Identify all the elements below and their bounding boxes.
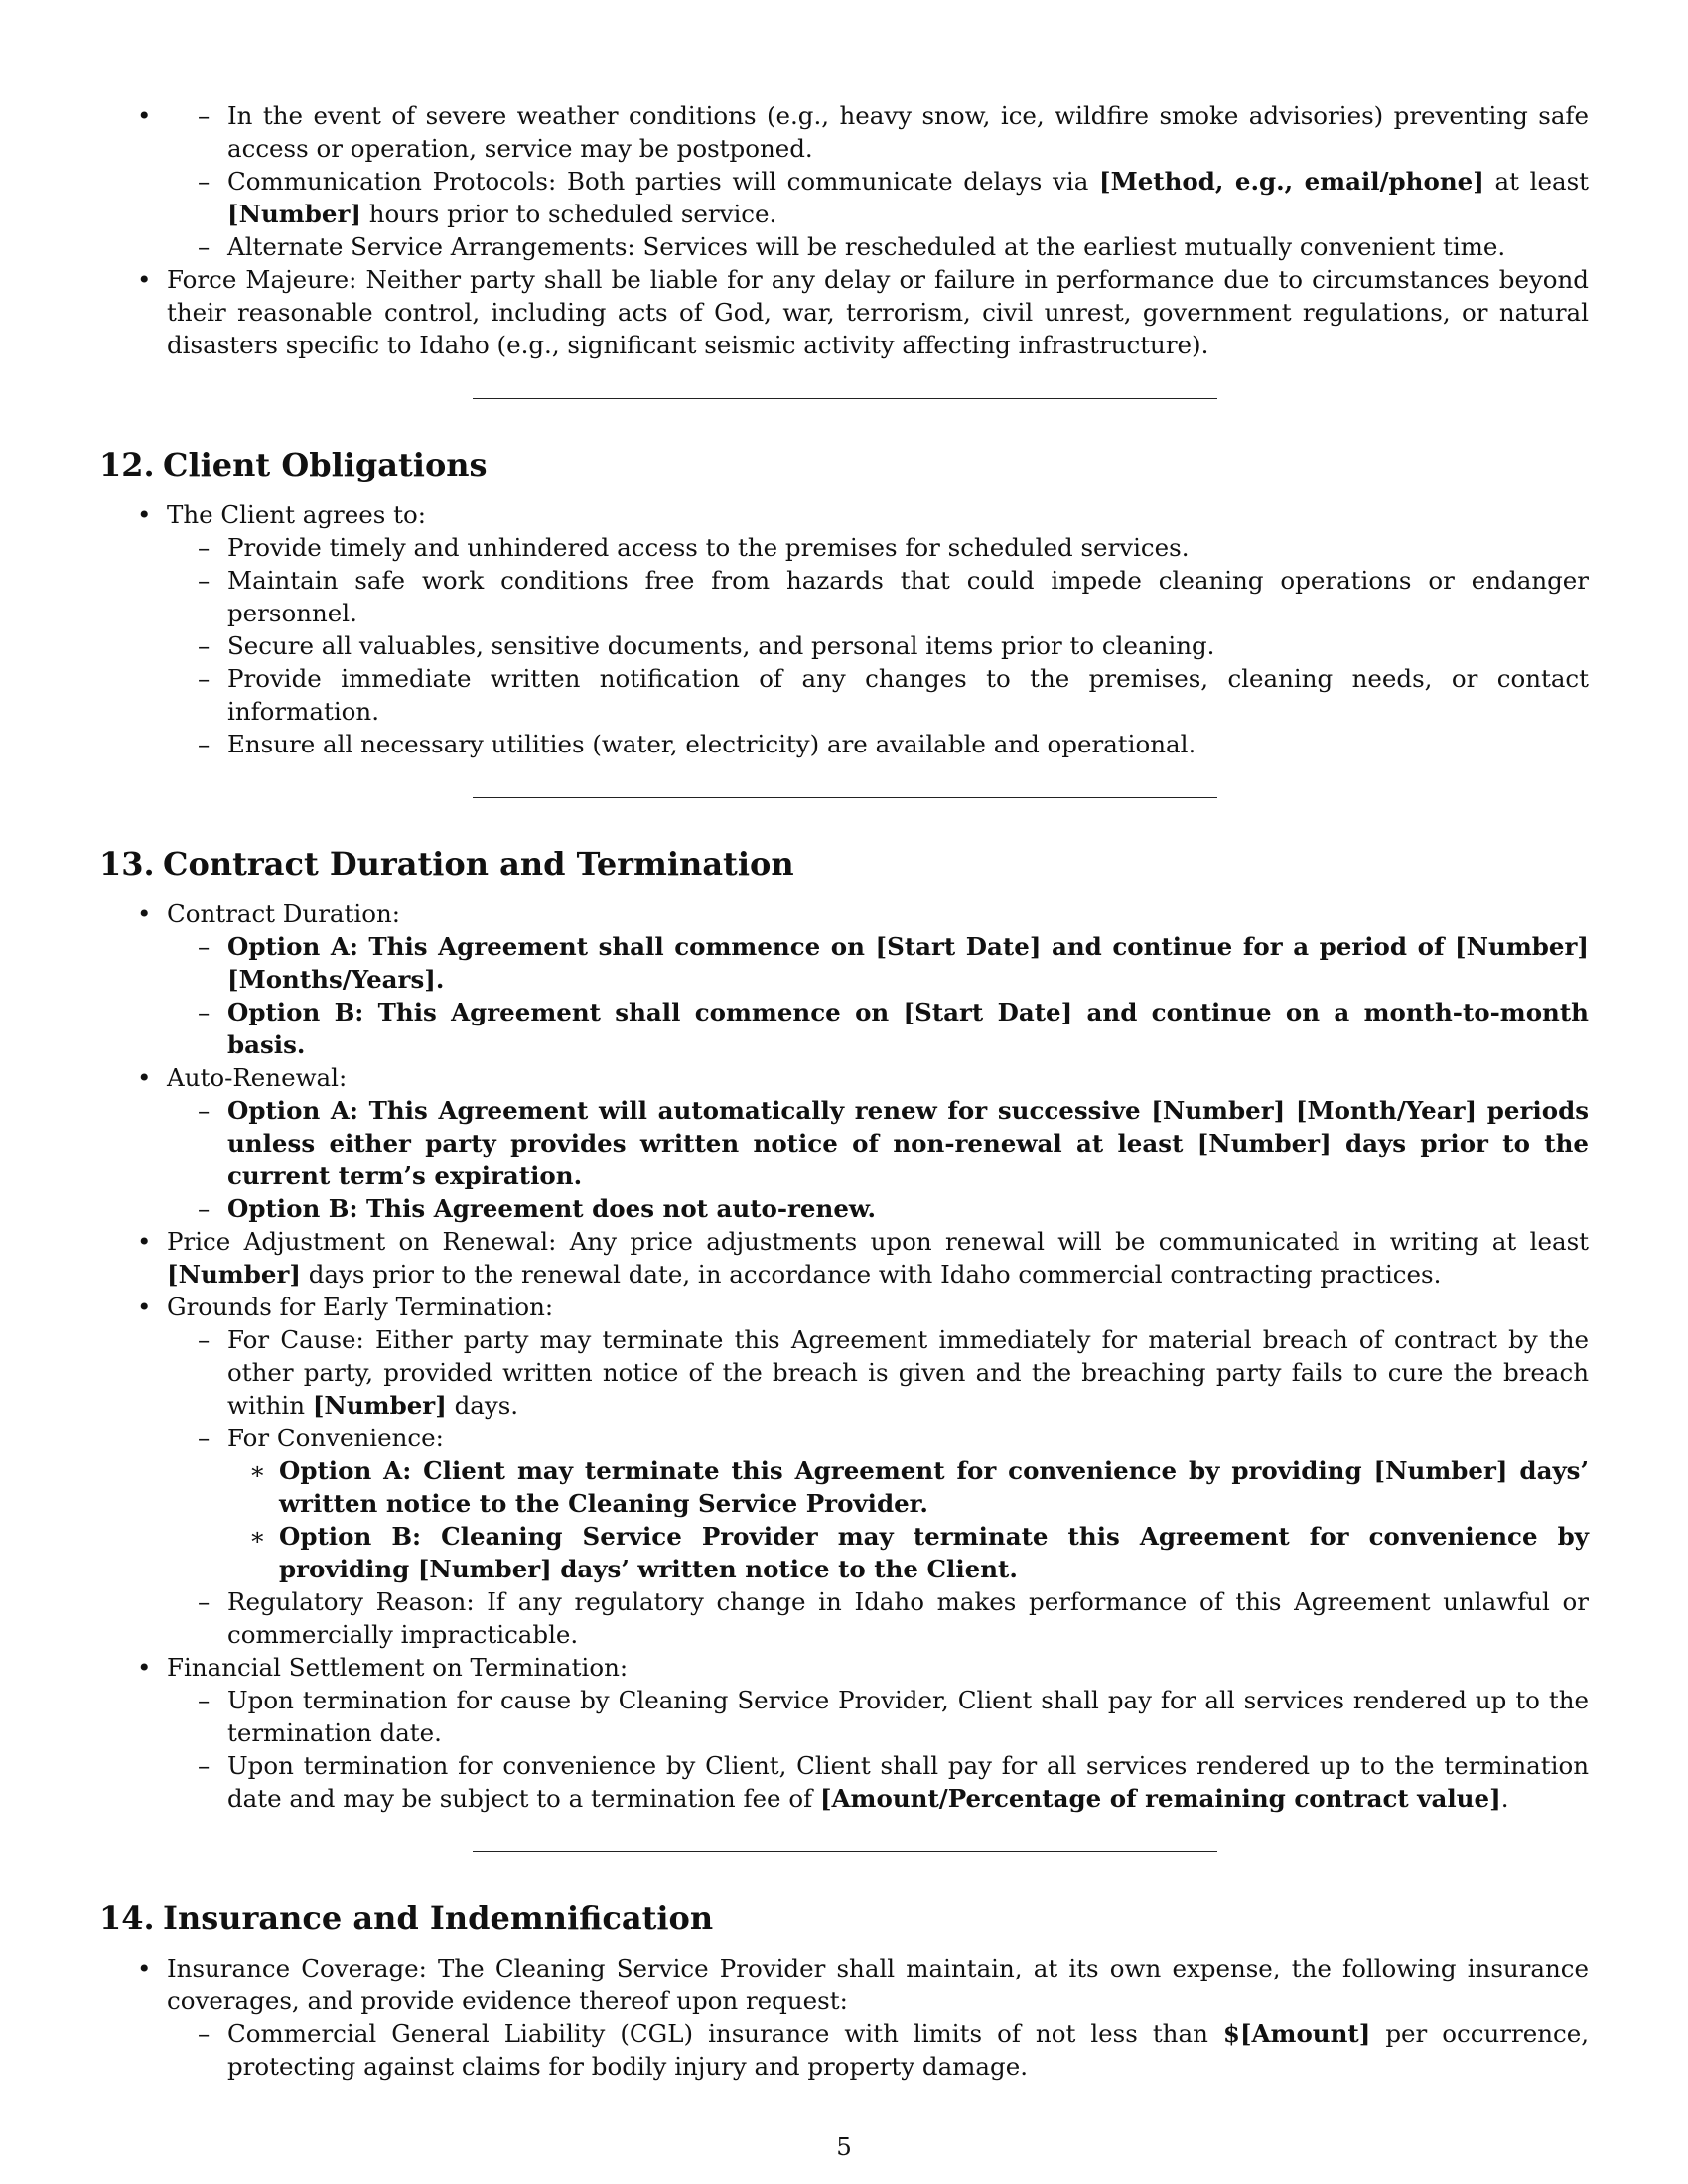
settlement-options: [167, 1684, 1589, 1815]
list-item: – Option A: This Agreement shall commence on [Start Date] and continue for a period of [Number] [Months/Years].: [227, 930, 1589, 996]
list-item: – Upon termination for cause by Cleaning Service Provider, Client shall pay for all services rendered up to the termination date.: [227, 1684, 1589, 1749]
force-majeure-clause: • Force Majeure: Neither party shall be liable for any delay or failure in performance due to circumstances beyond their reasonable control, including acts of God, war, terrorism, civil unrest, government regulations, or natural disasters specific to Idaho (e.g., significant seismic activity affecting infrastructure).: [167, 263, 1589, 361]
list-item: – Maintain safe work conditions free from hazards that could impede cleaning operations or endanger personnel.: [227, 564, 1589, 629]
section-14-list: [99, 1952, 1589, 2083]
section-divider: [473, 398, 1217, 399]
alternate-service-clause: – Alternate Service Arrangements: Services will be rescheduled at the earliest mutually convenient time.: [227, 230, 1589, 263]
list-item: [167, 99, 1589, 263]
list-item: – Option B: This Agreement does not auto-renew.: [227, 1192, 1589, 1225]
termination-grounds: [167, 1323, 1589, 1651]
section-13-list: [99, 897, 1589, 1815]
list-item: • Grounds for Early Termination: – For Cause: Either party may terminate this Agreement immediately for material breach of contract by the other party, provided written notice of the breach is given and the breaching party fails to cure the breach within [Number] days. – For Convenience: ∗ Option A: Client may terminate this Agreement for convenience by providing [Number] days’ written notice to the Cleaning Service Provider. ∗ Option B: Cleaning Service Provider may terminate this Agreement for convenience by providing [Number] days’ written notice to the Client. – Regulatory Reason: If any regulatory change in Idaho makes performance of this Agreement unlawful or commercially impracticable.: [167, 1291, 1589, 1651]
list-item: • Financial Settlement on Termination: – Upon termination for cause by Cleaning Service Provider, Client shall pay for all services rendered up to the termination date. – Upon termination for convenience by Client, Client shall pay for all services rendered up to the termination date and may be subject to a termination fee of [Amount/Percentage of remaining contract value].: [167, 1651, 1589, 1815]
section-14-heading: 14. Insurance and Indemnification: [99, 1899, 714, 1937]
list-item: • Insurance Coverage: The Cleaning Service Provider shall maintain, at its own expense, the following insurance coverages, and provide evidence thereof upon request: – Commercial General Liability (CGL) insurance with limits of not less than $[Amount] per occurrence, protecting against claims for bodily injury and property damage.: [167, 1952, 1589, 2083]
section-divider: [473, 797, 1217, 798]
list-item: – Upon termination for convenience by Client, Client shall pay for all services rendered up to the termination date and may be subject to a termination fee of [Amount/Percentage of remaining contract value].: [227, 1749, 1589, 1815]
list-item: – Provide timely and unhindered access to the premises for scheduled services.: [227, 531, 1589, 564]
insurance-sublist: [167, 2017, 1589, 2083]
list-item: ∗ Option A: Client may terminate this Agreement for convenience by providing [Number] days’ written notice to the Cleaning Service Provider.: [279, 1454, 1589, 1520]
client-obligations-sublist: [167, 531, 1589, 760]
list-item: • Auto-Renewal: – Option A: This Agreement will automatically renew for successive [Number] [Month/Year] periods unless either party provides written notice of non-renewal at least [Number] days prior to the current term’s expiration. – Option B: This Agreement does not auto-renew.: [167, 1061, 1589, 1225]
list-item: • The Client agrees to: – Provide timely and unhindered access to the premises for scheduled services. – Maintain safe work conditions free from hazards that could impede cleaning operations or endanger personnel. – Secure all valuables, sensitive documents, and personal items prior to cleaning. – Provide immediate written notification of any changes to the premises, cleaning needs, or contact information. – Ensure all necessary utilities (water, electricity) are available and operational.: [167, 498, 1589, 760]
for-cause-clause: – For Cause: Either party may terminate this Agreement immediately for material breach of contract by the other party, provided written notice of the breach is given and the breaching party fails to cure the breach within [Number] days.: [227, 1323, 1589, 1422]
list-item: – Ensure all necessary utilities (water, electricity) are available and operational.: [227, 728, 1589, 760]
duration-options: [167, 930, 1589, 1061]
section-12-heading: 12. Client Obligations: [99, 446, 488, 483]
cgl-clause: – Commercial General Liability (CGL) insurance with limits of not less than $[Amount] per occurrence, protecting against claims for bodily injury and property damage.: [227, 2017, 1589, 2083]
method-placeholder: [Method, e.g., email/phone]: [1099, 167, 1484, 196]
regulatory-clause: – Regulatory Reason: If any regulatory change in Idaho makes performance of this Agreement unlawful or commercially impracticable.: [227, 1585, 1589, 1651]
section-11-list: [99, 99, 1589, 263]
list-item: – For Convenience: ∗ Option A: Client may terminate this Agreement for convenience by providing [Number] days’ written notice to the Cleaning Service Provider. ∗ Option B: Cleaning Service Provider may terminate this Agreement for convenience by providing [Number] days’ written notice to the Client.: [227, 1422, 1589, 1585]
list-item: – Option A: This Agreement will automatically renew for successive [Number] [Month/Year] periods unless either party provides written notice of non-renewal at least [Number] days prior to the current term’s expiration.: [227, 1094, 1589, 1192]
section-12-list: [99, 498, 1589, 760]
page-number: 5: [836, 2132, 852, 2161]
list-item: – Option B: This Agreement shall commence on [Start Date] and continue on a month-to-month basis.: [227, 996, 1589, 1061]
renewal-options: [167, 1094, 1589, 1225]
list-item: • Contract Duration: – Option A: This Agreement shall commence on [Start Date] and continue for a period of [Number] [Months/Years]. – Option B: This Agreement shall commence on [Start Date] and continue on a month-to-month basis.: [167, 897, 1589, 1061]
price-adjustment-clause: • Price Adjustment on Renewal: Any price adjustments upon renewal will be communicated in writing at least [Number] days prior to the renewal date, in accordance with Idaho commercial contracting practices.: [167, 1225, 1589, 1291]
section-divider: [473, 1851, 1217, 1852]
section-11-sublist: [99, 99, 1589, 263]
section-13-heading: 13. Contract Duration and Termination: [99, 845, 794, 883]
convenience-options: [227, 1454, 1589, 1585]
number-placeholder: [Number]: [227, 200, 361, 228]
weather-clause: – • In the event of severe weather conditions (e.g., heavy snow, ice, wildfire smoke advisories) preventing safe access or operation, service may be postponed.: [227, 99, 1589, 165]
list-item: – Secure all valuables, sensitive documents, and personal items prior to cleaning.: [227, 629, 1589, 662]
communication-clause: – Communication Protocols: Both parties will communicate delays via [Method, e.g., email/phone] at least [Number] hours prior to scheduled service.: [227, 165, 1589, 230]
force-majeure-list: [99, 263, 1589, 361]
page-content: [99, 99, 1589, 2083]
list-item: – Provide immediate written notification of any changes to the premises, cleaning needs, or contact information.: [227, 662, 1589, 728]
list-item: ∗ Option B: Cleaning Service Provider may terminate this Agreement for convenience by providing [Number] days’ written notice to the Client.: [279, 1520, 1589, 1585]
